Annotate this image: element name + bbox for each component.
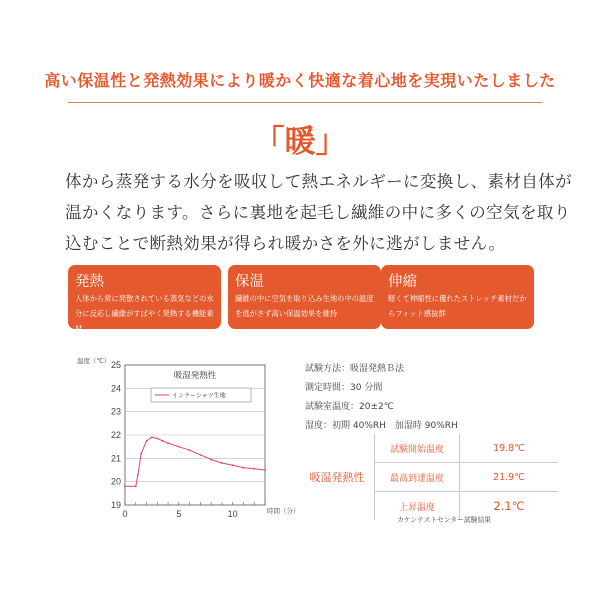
intro-line: 込むことで断熱効果が得られ暖かさを外に逃がしません。: [65, 234, 506, 253]
y-axis-label: 温度（℃）: [77, 357, 111, 365]
legend-label: インナーシャツ生地: [172, 392, 226, 400]
data-point: [151, 436, 153, 438]
y-tick-label: 22: [110, 430, 121, 440]
feature-title: 伸縮: [388, 274, 417, 290]
data-point: [243, 467, 245, 469]
data-point: [199, 454, 201, 456]
y-tick-label: 24: [110, 383, 121, 394]
data-point: [135, 485, 137, 487]
y-tick-label: 19: [110, 500, 121, 510]
x-axis-label: 時間（分）: [267, 507, 300, 515]
x-tick-label: 0: [122, 509, 128, 519]
data-point: [162, 440, 164, 442]
data-point: [167, 442, 169, 444]
data-point: [156, 438, 158, 440]
intro-line: 温かくなります。さらに裏地を起毛し繊維の中に多くの空気を取り: [65, 203, 571, 222]
feature-title: 保温: [235, 274, 264, 290]
heat-chart: [75, 355, 300, 519]
y-tick-label: 20: [110, 476, 121, 487]
y-tick-label: 23: [110, 406, 121, 417]
result-value: 2.1℃: [460, 492, 559, 521]
data-point: [232, 464, 234, 466]
data-point: [137, 474, 139, 476]
chart-title: 吸湿発熱性: [173, 371, 217, 381]
intro-line: 体から蒸発する水分を吸収して熱エネルギーに変換し、素材自体が: [65, 172, 572, 191]
divider: [68, 102, 542, 103]
x-tick-label: 5: [176, 509, 182, 519]
headline: 高い保温性と発熱効果により暖かく快適な着心地を実現いたしました: [44, 71, 556, 90]
data-point: [189, 449, 191, 451]
data-point: [178, 446, 180, 448]
data-point: [146, 440, 148, 442]
test-duration: 測定時間：30 分間: [305, 383, 383, 393]
test-method: 試験方法：吸湿発熱Ｂ法: [305, 364, 405, 374]
feature-title: 発熱: [75, 274, 104, 290]
feature-body: 人体から常に発散されている蒸気などの水分に反応し繊維がすばやく発熱する機能素材: [75, 294, 214, 333]
data-point: [253, 468, 255, 470]
feature-body: 軽くて伸縮性に優れたストレッチ素材だからフィット感抜群: [388, 294, 527, 318]
feature-card-stretch: [381, 265, 534, 329]
data-point: [210, 459, 212, 461]
result-label: 上昇温度: [375, 492, 460, 521]
intro-text: [65, 166, 572, 259]
result-label: 最高到達温度: [375, 463, 460, 492]
results-table: [300, 434, 558, 520]
y-tick-label: 21: [110, 453, 121, 464]
x-tick-label: 10: [227, 509, 238, 519]
test-room-temp: 試験室温度：20±2℃: [305, 402, 394, 412]
source-note: カケンテストセンター試験結果: [397, 516, 492, 524]
result-label: 試験開始温度: [375, 434, 460, 463]
result-value: 21.9℃: [460, 463, 559, 492]
feature-card-insulation: [228, 265, 381, 329]
y-tick-label: 25: [110, 360, 121, 370]
data-point: [264, 469, 266, 471]
data-point: [221, 462, 223, 464]
test-humidity: 湿度：初期 40%RH 加湿時 90%RH: [305, 421, 458, 431]
test-info: [305, 360, 458, 436]
feature-body: 繊維の中に空気を取り込み生地の中の温度を逃がさず高い保温効果を維持: [235, 294, 374, 318]
table-row: [300, 434, 558, 463]
data-point: [140, 453, 142, 455]
feature-card-heat: [68, 265, 221, 333]
warmth-kanji: 「暖」: [253, 124, 347, 160]
result-value: 19.8℃: [460, 434, 559, 463]
data-point: [124, 485, 126, 487]
results-group-label: 吸湿発熱性: [300, 434, 375, 520]
